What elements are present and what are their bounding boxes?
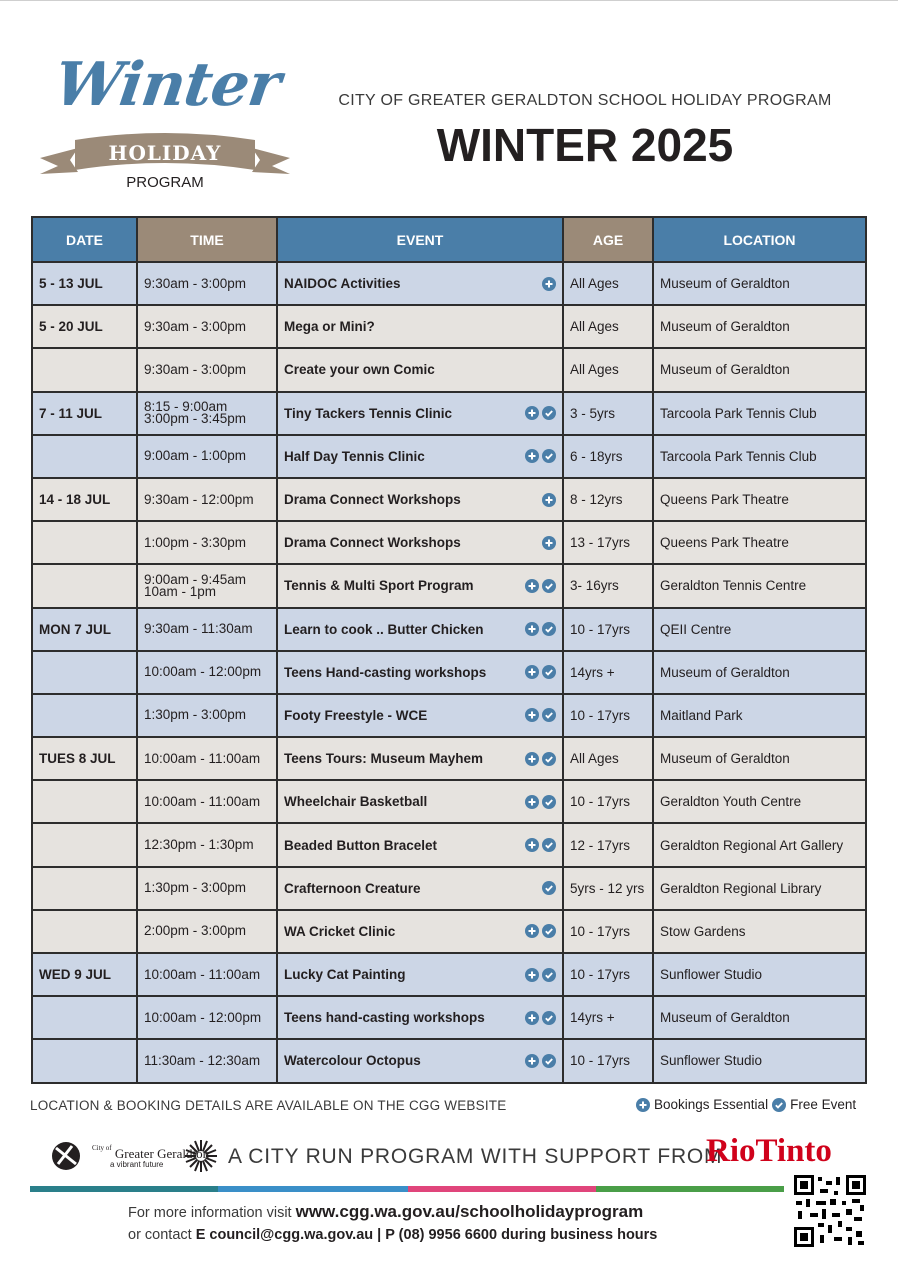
event-icons bbox=[525, 838, 556, 852]
event-icons bbox=[525, 795, 556, 809]
cell-time bbox=[138, 522, 278, 563]
check-circle-icon bbox=[542, 881, 556, 895]
cell-event bbox=[278, 609, 564, 650]
cell-age: 5yrs - 12 yrs bbox=[564, 868, 654, 909]
event-name: NAIDOC Activities bbox=[284, 276, 401, 292]
cell-location: Queens Park Theatre bbox=[660, 492, 789, 508]
plus-circle-icon bbox=[525, 449, 539, 463]
event-name: Teens hand-casting workshops bbox=[284, 1010, 485, 1026]
cell-location: Museum of Geraldton bbox=[660, 276, 790, 292]
cell-age: 10 - 17yrs bbox=[564, 609, 654, 650]
event-name: Wheelchair Basketball bbox=[284, 794, 428, 810]
stripe-teal bbox=[30, 1186, 218, 1192]
page-title: WINTER 2025 bbox=[436, 119, 734, 171]
time-line: 10am - 1pm bbox=[144, 583, 217, 599]
event-name: Teens Tours: Museum Mayhem bbox=[284, 751, 484, 767]
cell-time bbox=[138, 1040, 278, 1081]
cell-time bbox=[138, 738, 278, 779]
time-text: 10:00am - 11:00am bbox=[144, 793, 261, 809]
event-name: Drama Connect Workshops bbox=[284, 535, 461, 551]
event-icons bbox=[525, 1011, 556, 1025]
event-icons bbox=[542, 881, 556, 895]
cell-age: 10 - 17yrs bbox=[564, 1040, 654, 1081]
table-row bbox=[33, 909, 865, 952]
cell-date bbox=[33, 565, 138, 606]
support-text: A CITY RUN PROGRAM WITH SUPPORT FROM bbox=[228, 1145, 723, 1168]
event-icons bbox=[525, 924, 556, 938]
cell-location: Geraldton Tennis Centre bbox=[660, 578, 807, 594]
cell-time bbox=[138, 565, 278, 606]
time-text: 10:00am - 11:00am bbox=[144, 966, 261, 982]
cell-age: All Ages bbox=[564, 263, 654, 304]
cell-date bbox=[33, 695, 138, 736]
cell-time bbox=[138, 263, 278, 304]
cgg-name-text: Greater Geraldton bbox=[114, 1146, 210, 1161]
legend-booking-label: Bookings Essential bbox=[654, 1097, 769, 1112]
table-row bbox=[33, 607, 865, 650]
check-circle-icon bbox=[542, 1054, 556, 1068]
event-name: Crafternoon Creature bbox=[284, 880, 421, 896]
plus-circle-icon bbox=[542, 493, 556, 507]
event-name: Create your own Comic bbox=[284, 362, 435, 378]
cell-location: QEII Centre bbox=[660, 621, 732, 637]
plus-circle-icon bbox=[525, 579, 539, 593]
time-text: 9:00am - 1:00pm bbox=[144, 448, 247, 464]
cell-date bbox=[33, 868, 138, 909]
cell-date bbox=[33, 911, 138, 952]
top-border bbox=[0, 0, 898, 1]
table-row bbox=[33, 693, 865, 736]
col-header-event: EVENT bbox=[278, 218, 564, 261]
cell-time bbox=[138, 911, 278, 952]
cell-event bbox=[278, 565, 564, 606]
time-line: 3:00pm - 3:45pm bbox=[144, 411, 247, 427]
cell-time bbox=[138, 695, 278, 736]
cell-time bbox=[138, 479, 278, 520]
plus-circle-icon bbox=[525, 622, 539, 636]
check-circle-icon bbox=[542, 622, 556, 636]
time-text: 1:30pm - 3:00pm bbox=[144, 707, 247, 723]
stripe-pink bbox=[408, 1186, 596, 1192]
cell-date: 14 - 18 JUL bbox=[33, 479, 138, 520]
event-icons bbox=[525, 752, 556, 766]
col-header-date: DATE bbox=[33, 218, 138, 261]
cell-age: 8 - 12yrs bbox=[564, 479, 654, 520]
event-name: Half Day Tennis Clinic bbox=[284, 448, 425, 464]
cell-time bbox=[138, 781, 278, 822]
cell-location: Tarcoola Park Tennis Club bbox=[660, 405, 817, 421]
time-text: 9:30am - 3:00pm bbox=[144, 275, 247, 291]
cell-event bbox=[278, 306, 564, 347]
check-circle-icon bbox=[772, 1098, 786, 1112]
cell-event bbox=[278, 781, 564, 822]
cell-event bbox=[278, 263, 564, 304]
cell-date bbox=[33, 1040, 138, 1081]
cell-date bbox=[33, 349, 138, 390]
table-row bbox=[33, 779, 865, 822]
stripe-blue bbox=[218, 1186, 408, 1192]
cell-location: Museum of Geraldton bbox=[660, 1010, 790, 1026]
cell-age: 12 - 17yrs bbox=[564, 824, 654, 865]
event-icons bbox=[525, 1054, 556, 1068]
plus-circle-icon bbox=[525, 1054, 539, 1068]
event-icons bbox=[525, 708, 556, 722]
website-link[interactable]: www.cgg.wa.gov.au/schoolholidayprogram bbox=[295, 1202, 644, 1221]
cell-event bbox=[278, 522, 564, 563]
event-icons bbox=[525, 579, 556, 593]
cell-age: 10 - 17yrs bbox=[564, 911, 654, 952]
time-text: 10:00am - 12:00pm bbox=[144, 664, 262, 680]
cell-date bbox=[33, 436, 138, 477]
event-name: Footy Freestyle - WCE bbox=[284, 707, 428, 723]
cell-event bbox=[278, 436, 564, 477]
time-text: 1:30pm - 3:00pm bbox=[144, 880, 247, 896]
col-header-location: LOCATION bbox=[654, 218, 865, 261]
time-text: 9:30am - 12:00pm bbox=[144, 491, 254, 507]
cell-location: Museum of Geraldton bbox=[660, 319, 790, 335]
cell-event bbox=[278, 954, 564, 995]
event-icons bbox=[542, 277, 556, 291]
contact-line bbox=[128, 1227, 657, 1243]
time-text: 9:30am - 11:30am bbox=[144, 621, 253, 637]
table-row bbox=[33, 822, 865, 865]
time-text: 10:00am - 12:00pm bbox=[144, 1009, 262, 1025]
cell-event bbox=[278, 738, 564, 779]
cell-age: All Ages bbox=[564, 306, 654, 347]
plus-circle-icon bbox=[542, 536, 556, 550]
cell-age: 14yrs + bbox=[564, 652, 654, 693]
cell-location: Queens Park Theatre bbox=[660, 535, 789, 551]
time-text: 9:30am - 3:00pm bbox=[144, 361, 247, 377]
time-text: 2:00pm - 3:00pm bbox=[144, 923, 247, 939]
plus-circle-icon bbox=[525, 838, 539, 852]
plus-circle-icon bbox=[525, 708, 539, 722]
event-icons bbox=[525, 406, 556, 420]
cell-date: 7 - 11 JUL bbox=[33, 393, 138, 434]
check-circle-icon bbox=[542, 406, 556, 420]
booking-details-note: LOCATION & BOOKING DETAILS ARE AVAILABLE ON THE CGG WEBSITE bbox=[30, 1098, 507, 1113]
plus-circle-icon bbox=[525, 406, 539, 420]
time-text: 9:30am - 3:00pm bbox=[144, 318, 247, 334]
cell-event bbox=[278, 393, 564, 434]
cell-location: Geraldton Regional Art Gallery bbox=[660, 837, 844, 853]
cell-age: 10 - 17yrs bbox=[564, 695, 654, 736]
cell-time bbox=[138, 349, 278, 390]
cell-time bbox=[138, 824, 278, 865]
info-prefix: For more information visit bbox=[128, 1205, 296, 1221]
cell-time bbox=[138, 393, 278, 434]
table-row bbox=[33, 1038, 865, 1081]
event-name: Mega or Mini? bbox=[284, 319, 375, 335]
cell-age: 3- 16yrs bbox=[564, 565, 654, 606]
cell-date bbox=[33, 824, 138, 865]
event-icons bbox=[542, 493, 556, 507]
logo-holiday-text: HOLIDAY bbox=[108, 141, 222, 165]
check-circle-icon bbox=[542, 579, 556, 593]
time-line: 8:15 - 9:00am bbox=[144, 399, 228, 415]
table-row bbox=[33, 952, 865, 995]
cell-time bbox=[138, 609, 278, 650]
cell-time bbox=[138, 868, 278, 909]
cell-date: 5 - 13 JUL bbox=[33, 263, 138, 304]
event-icons bbox=[525, 622, 556, 636]
event-name: Drama Connect Workshops bbox=[284, 492, 461, 508]
time-text: 10:00am - 11:00am bbox=[144, 750, 261, 766]
cell-event bbox=[278, 824, 564, 865]
cell-time bbox=[138, 436, 278, 477]
check-circle-icon bbox=[542, 924, 556, 938]
cell-event bbox=[278, 349, 564, 390]
cell-location: Sunflower Studio bbox=[660, 967, 763, 983]
contact-prefix: or contact bbox=[128, 1227, 196, 1243]
info-line bbox=[128, 1202, 643, 1222]
event-name: Teens Hand-casting workshops bbox=[284, 664, 487, 680]
icon-legend bbox=[636, 1097, 856, 1112]
check-circle-icon bbox=[542, 665, 556, 679]
time-text: 12:30pm - 1:30pm bbox=[144, 837, 254, 853]
cell-location: Museum of Geraldton bbox=[660, 751, 790, 767]
event-icons bbox=[525, 968, 556, 982]
cell-event bbox=[278, 479, 564, 520]
plus-circle-icon bbox=[525, 752, 539, 766]
cell-event bbox=[278, 911, 564, 952]
contact-details: E council@cgg.wa.gov.au | P (08) 9956 6600 during business hours bbox=[195, 1227, 658, 1243]
cell-time bbox=[138, 954, 278, 995]
table-row bbox=[33, 866, 865, 909]
plus-circle-icon bbox=[636, 1098, 650, 1112]
cell-time bbox=[138, 306, 278, 347]
plus-circle-icon bbox=[525, 795, 539, 809]
cell-location: Tarcoola Park Tennis Club bbox=[660, 448, 817, 464]
cell-age: 3 - 5yrs bbox=[564, 393, 654, 434]
cell-location: Geraldton Youth Centre bbox=[660, 794, 802, 810]
cell-time bbox=[138, 652, 278, 693]
plus-circle-icon bbox=[542, 277, 556, 291]
event-name: Tiny Tackers Tennis Clinic bbox=[284, 405, 453, 421]
cell-age: All Ages bbox=[564, 738, 654, 779]
cell-date: TUES 8 JUL bbox=[33, 738, 138, 779]
check-circle-icon bbox=[542, 708, 556, 722]
cell-date bbox=[33, 522, 138, 563]
table-row bbox=[33, 520, 865, 563]
plus-circle-icon bbox=[525, 1011, 539, 1025]
col-header-age: AGE bbox=[564, 218, 654, 261]
table-row bbox=[33, 650, 865, 693]
event-icons bbox=[525, 665, 556, 679]
cell-date bbox=[33, 997, 138, 1038]
event-icons bbox=[525, 449, 556, 463]
table-header bbox=[33, 218, 865, 261]
cgg-tagline: a vibrant future bbox=[110, 1160, 164, 1169]
cell-date bbox=[33, 652, 138, 693]
check-circle-icon bbox=[542, 838, 556, 852]
event-name: Lucky Cat Painting bbox=[284, 967, 406, 983]
table-row bbox=[33, 477, 865, 520]
check-circle-icon bbox=[542, 968, 556, 982]
schedule-table bbox=[31, 216, 867, 1084]
event-name: WA Cricket Clinic bbox=[284, 923, 396, 939]
table-row bbox=[33, 347, 865, 390]
check-circle-icon bbox=[542, 752, 556, 766]
table-body bbox=[33, 261, 865, 1082]
table-row bbox=[33, 434, 865, 477]
cell-location: Stow Gardens bbox=[660, 923, 746, 939]
time-line: 9:00am - 9:45am bbox=[144, 571, 247, 587]
cell-date bbox=[33, 781, 138, 822]
cell-location: Sunflower Studio bbox=[660, 1053, 763, 1069]
event-name: Watercolour Octopus bbox=[284, 1053, 421, 1069]
event-icons bbox=[542, 536, 556, 550]
check-circle-icon bbox=[542, 795, 556, 809]
table-row bbox=[33, 563, 865, 606]
cell-event bbox=[278, 652, 564, 693]
cell-location: Maitland Park bbox=[660, 707, 743, 723]
cell-age: 6 - 18yrs bbox=[564, 436, 654, 477]
legend-free-label: Free Event bbox=[790, 1097, 857, 1112]
plus-circle-icon bbox=[525, 968, 539, 982]
cell-location: Museum of Geraldton bbox=[660, 664, 790, 680]
plus-circle-icon bbox=[525, 665, 539, 679]
qr-code[interactable] bbox=[794, 1175, 866, 1247]
stripe-green bbox=[596, 1186, 784, 1192]
table-row bbox=[33, 995, 865, 1038]
plus-circle-icon bbox=[525, 924, 539, 938]
cell-time bbox=[138, 997, 278, 1038]
table-row bbox=[33, 736, 865, 779]
check-circle-icon bbox=[542, 449, 556, 463]
time-text: 11:30am - 12:30am bbox=[144, 1052, 261, 1068]
cgg-small-text: City of bbox=[92, 1144, 112, 1152]
cell-event bbox=[278, 695, 564, 736]
cell-age: 14yrs + bbox=[564, 997, 654, 1038]
cell-age: 10 - 17yrs bbox=[564, 954, 654, 995]
cell-location: Museum of Geraldton bbox=[660, 362, 790, 378]
cell-age: 10 - 17yrs bbox=[564, 781, 654, 822]
check-circle-icon bbox=[542, 1011, 556, 1025]
logo-program-text: PROGRAM bbox=[126, 174, 204, 191]
event-name: Beaded Button Bracelet bbox=[284, 837, 438, 853]
col-header-time: TIME bbox=[138, 218, 278, 261]
cell-age: 13 - 17yrs bbox=[564, 522, 654, 563]
logo-script-text: Winter bbox=[50, 50, 285, 120]
winter-holiday-logo bbox=[40, 50, 290, 200]
table-row bbox=[33, 261, 865, 304]
cell-event bbox=[278, 1040, 564, 1081]
program-subtitle: CITY OF GREATER GERALDTON SCHOOL HOLIDAY PROGRAM bbox=[338, 92, 832, 109]
cell-date: 5 - 20 JUL bbox=[33, 306, 138, 347]
table-row bbox=[33, 391, 865, 434]
event-name: Tennis & Multi Sport Program bbox=[284, 578, 474, 594]
time-text: 1:00pm - 3:30pm bbox=[144, 534, 247, 550]
cell-age: All Ages bbox=[564, 349, 654, 390]
cell-event bbox=[278, 997, 564, 1038]
table-row bbox=[33, 304, 865, 347]
cell-date: WED 9 JUL bbox=[33, 954, 138, 995]
cell-date: MON 7 JUL bbox=[33, 609, 138, 650]
event-name: Learn to cook .. Butter Chicken bbox=[284, 621, 484, 637]
sponsor-logo: RioTinto bbox=[706, 1133, 832, 1169]
cell-location: Geraldton Regional Library bbox=[660, 880, 822, 896]
cell-event bbox=[278, 868, 564, 909]
